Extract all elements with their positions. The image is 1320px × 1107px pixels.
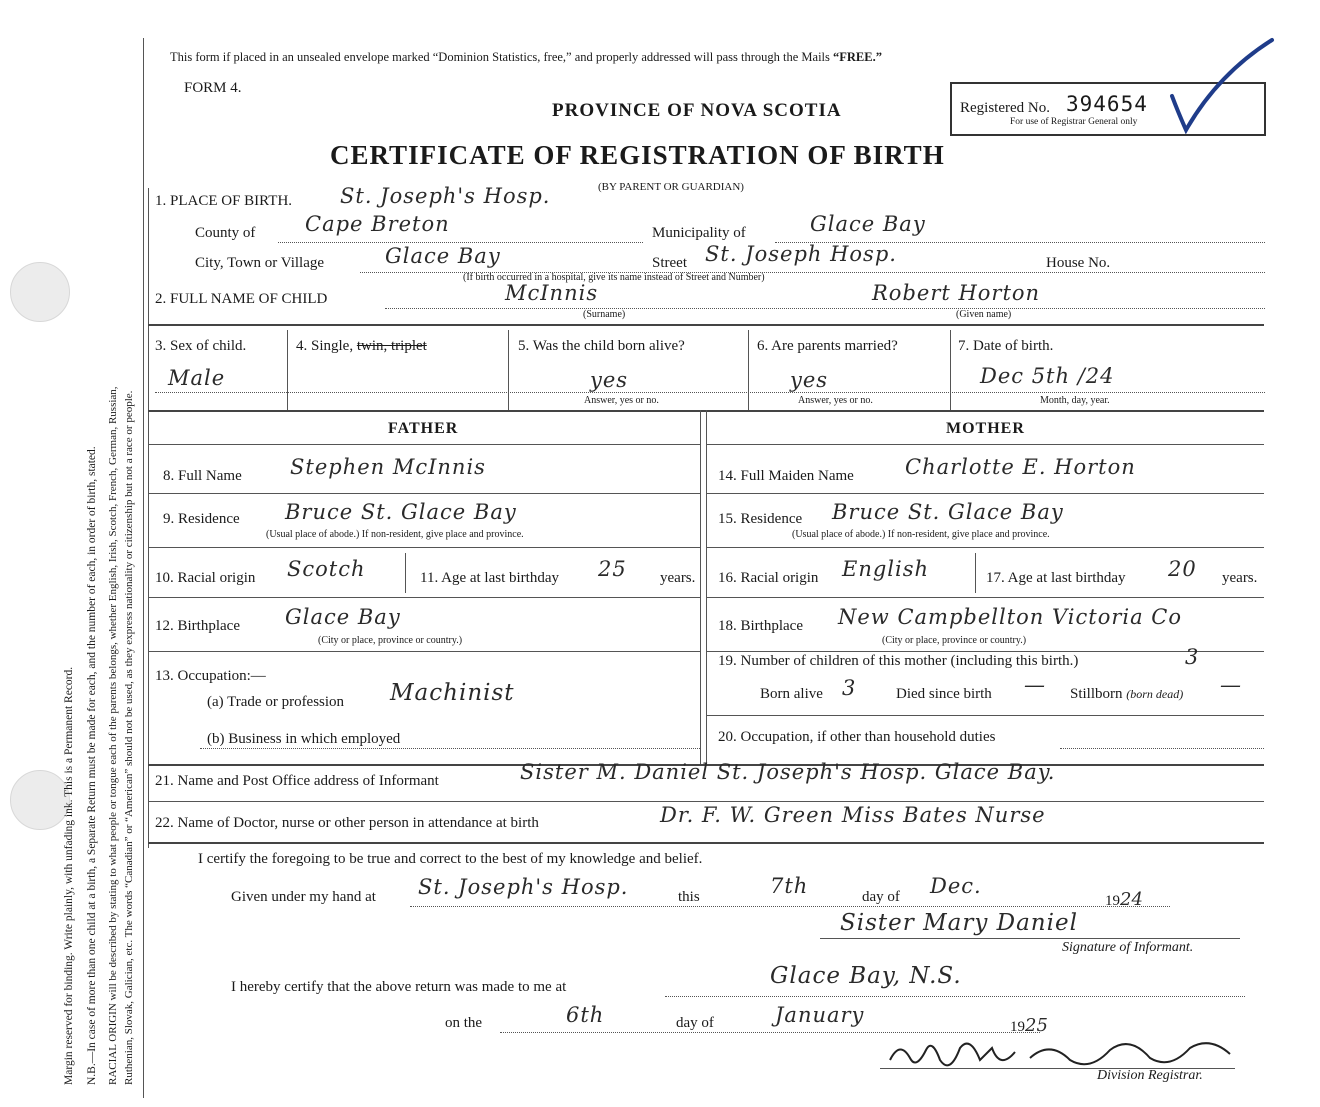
died-since-birth-label: Died since birth: [896, 686, 992, 702]
binding-hole-top: [10, 262, 70, 322]
stillborn-label: Stillborn (born dead): [1070, 686, 1184, 702]
registered-label: Registered No.: [960, 100, 1050, 116]
street-label: Street: [652, 255, 687, 271]
occupation-label: 13. Occupation:—: [155, 668, 266, 684]
row-19-rule-right: [706, 715, 1264, 716]
row-3-divider-4: [950, 330, 951, 410]
margin-note-multiple-births: N.B.—In case of more than one child at a birth, a Separate Return must be made for each, and the number of each, in order of birth, stated.: [86, 446, 98, 1085]
on-the-label: on the: [445, 1015, 483, 1031]
municipality-value: Glace Bay: [810, 212, 926, 236]
born-alive-value: yes: [590, 368, 629, 392]
margin-note-permanent: Margin reserved for binding. Write plainly, with unfading ink. This is a Permanent Record.: [63, 666, 75, 1085]
father-birthplace-label: 12. Birthplace: [155, 618, 240, 634]
return-year: 1925: [1010, 1015, 1048, 1036]
given-place-value: St. Joseph's Hosp.: [418, 875, 629, 899]
date-of-birth-value: Dec 5th /24: [980, 364, 1115, 388]
father-age-value: 25: [598, 557, 627, 581]
city-label: City, Town or Village: [195, 255, 325, 271]
mother-age-years: years.: [1222, 570, 1258, 586]
certificate-title: CERTIFICATE OF REGISTRATION OF BIRTH: [330, 140, 945, 170]
row-12-rule-left: [148, 651, 700, 652]
child-name-label: 2. FULL NAME OF CHILD: [155, 291, 328, 307]
row-22-rule: [148, 842, 1264, 844]
mother-race-label: 16. Racial origin: [718, 570, 819, 586]
trade-value: Machinist: [390, 680, 515, 706]
mother-age-value: 20: [1168, 557, 1197, 581]
check-mark-icon: [1168, 34, 1278, 134]
father-birthplace-hint: (City or place, province or country.): [318, 635, 463, 646]
margin-note-racial-origin: RACIAL ORIGIN will be described by stating to what people or tongue each of the parents belongs, whether English, Irish, Scotch, French, German, Russian,: [107, 386, 119, 1085]
child-name-line: [385, 308, 1265, 309]
row-8-rule-left: [148, 493, 700, 494]
mother-birthplace-label: 18. Birthplace: [718, 618, 803, 634]
born-alive-hint: Answer, yes or no.: [584, 395, 659, 406]
row-8-rule-right: [706, 493, 1264, 494]
born-alive-label: 5. Was the child born alive?: [518, 338, 685, 354]
given-day-value: 7th: [770, 874, 809, 898]
municipality-label: Municipality of: [652, 225, 746, 241]
sex-value: Male: [168, 366, 226, 390]
father-heading: FATHER: [388, 420, 459, 437]
born-alive-count-label: Born alive: [760, 686, 823, 702]
mother-residence-value: Bruce St. Glace Bay: [832, 500, 1064, 524]
row-9-rule-left: [148, 547, 700, 548]
street-value: St. Joseph Hosp.: [705, 242, 897, 266]
place-of-birth-value: St. Joseph's Hosp.: [340, 184, 551, 208]
province-heading: PROVINCE OF NOVA SCOTIA: [552, 100, 842, 121]
row-3-divider-2: [508, 330, 509, 410]
sex-label: 3. Sex of child.: [155, 338, 247, 354]
parents-heading-rule-left: [148, 444, 700, 445]
mail-notice: This form if placed in an unsealed envelope marked “Dominion Statistics, free,” and properly addressed will pass through the Mails “FREE.”: [170, 50, 882, 64]
return-day-of-label: day of: [676, 1015, 714, 1031]
father-race-label: 10. Racial origin: [155, 570, 256, 586]
registrar-note: For use of Registrar General only: [1010, 117, 1138, 127]
row-10-rule-left: [148, 597, 700, 598]
center-divider-right: [706, 410, 707, 765]
form-left-border: [143, 38, 144, 1098]
given-name-label: (Given name): [956, 309, 1012, 320]
father-name-label: 8. Full Name: [163, 468, 242, 484]
parents-married-value: yes: [790, 368, 829, 392]
parents-heading-rule-right: [706, 444, 1264, 445]
return-month-value: January: [775, 1003, 865, 1027]
parents-married-label: 6. Are parents married?: [757, 338, 898, 354]
child-surname-value: McInnis: [505, 281, 599, 305]
row-12-rule-right: [706, 651, 1264, 652]
given-year: 1924: [1105, 889, 1143, 910]
return-made-label: I hereby certify that the above return was made to me at: [231, 979, 567, 995]
father-race-value: Scotch: [287, 557, 366, 581]
mother-name-value: Charlotte E. Horton: [905, 455, 1136, 479]
this-label: this: [678, 889, 700, 905]
father-birthplace-value: Glace Bay: [285, 605, 401, 629]
center-divider-left: [700, 410, 701, 765]
informant-value: Sister M. Daniel St. Joseph's Hosp. Glace Bay.: [520, 760, 1056, 784]
date-of-birth-hint: Month, day, year.: [1040, 395, 1110, 406]
row-21-rule: [148, 801, 1264, 802]
doctor-label: 22. Name of Doctor, nurse or other person in attendance at birth: [155, 815, 539, 831]
born-alive-count-value: 3: [842, 676, 857, 700]
children-count-label: 19. Number of children of this mother (including this birth.): [718, 653, 1079, 669]
certify-statement: I certify the foregoing to be true and correct to the best of my knowledge and belief.: [198, 851, 703, 867]
row-9-rule-right: [706, 547, 1264, 548]
row-3-top-rule: [148, 324, 1264, 326]
father-residence-label: 9. Residence: [163, 511, 240, 527]
mother-residence-hint: (Usual place of abode.) If non-resident, give place and province.: [792, 529, 1050, 540]
parents-married-hint: Answer, yes or no.: [798, 395, 873, 406]
return-year-value: 25: [1025, 1015, 1048, 1036]
mother-race-value: English: [842, 557, 930, 581]
stillborn-value: —: [1220, 673, 1242, 697]
return-day-value: 6th: [566, 1003, 605, 1027]
given-month-value: Dec.: [930, 874, 982, 898]
row-3-divider-1: [287, 330, 288, 410]
died-since-birth-value: —: [1024, 673, 1046, 697]
city-value: Glace Bay: [385, 244, 501, 268]
mother-age-label: 17. Age at last birthday: [986, 570, 1126, 586]
single-label: 4. Single, twin, triplet: [296, 338, 427, 354]
mother-name-label: 14. Full Maiden Name: [718, 468, 854, 484]
informant-signature-label: Signature of Informant.: [1062, 940, 1194, 955]
informant-label: 21. Name and Post Office address of Informant: [155, 773, 439, 789]
hospital-note: (If birth occurred in a hospital, give its name instead of Street and Number): [463, 272, 765, 283]
division-registrar-label: Division Registrar.: [1097, 1068, 1203, 1083]
mother-occupation-line: [1060, 748, 1264, 749]
father-age-years: years.: [660, 570, 696, 586]
county-label: County of: [195, 225, 256, 241]
father-residence-hint: (Usual place of abode.) If non-resident, give place and province.: [266, 529, 524, 540]
mother-birthplace-value: New Campbellton Victoria Co: [838, 605, 1182, 629]
return-place-value: Glace Bay, N.S.: [770, 963, 962, 989]
surname-label: (Surname): [583, 309, 626, 320]
mother-residence-label: 15. Residence: [718, 511, 803, 527]
children-count-value: 3: [1185, 645, 1200, 669]
form-left-border-inner: [148, 188, 149, 848]
binding-hole-bottom: [10, 770, 70, 830]
row-10-divider-left: [405, 553, 406, 593]
mother-birthplace-hint: (City or place, province or country.): [882, 635, 1027, 646]
father-age-label: 11. Age at last birthday: [420, 570, 559, 586]
place-of-birth-label: 1. PLACE OF BIRTH.: [155, 193, 293, 209]
county-value: Cape Breton: [305, 212, 450, 236]
registered-number: 394654: [1066, 92, 1148, 116]
county-line: [278, 242, 643, 243]
informant-signature-line: [820, 938, 1240, 939]
given-line: [410, 906, 1170, 907]
certificate-subtitle: (BY PARENT OR GUARDIAN): [598, 181, 744, 193]
mother-occupation-label: 20. Occupation, if other than household duties: [718, 729, 996, 745]
house-number-label: House No.: [1046, 255, 1111, 271]
date-of-birth-label: 7. Date of birth.: [958, 338, 1054, 354]
father-residence-value: Bruce St. Glace Bay: [285, 500, 517, 524]
mother-heading: MOTHER: [946, 420, 1025, 437]
doctor-value: Dr. F. W. Green Miss Bates Nurse: [660, 803, 1046, 827]
given-year-value: 24: [1120, 889, 1143, 910]
father-name-value: Stephen McInnis: [290, 455, 486, 479]
form-number: FORM 4.: [184, 80, 242, 96]
business-label: (b) Business in which employed: [207, 731, 401, 747]
day-of-label: day of: [862, 889, 900, 905]
row-3-divider-3: [748, 330, 749, 410]
trade-label: (a) Trade or profession: [207, 694, 345, 710]
return-place-line: [665, 996, 1245, 997]
business-line: [200, 748, 700, 749]
row-3-answer-line: [155, 392, 1265, 393]
given-under-hand-label: Given under my hand at: [231, 889, 376, 905]
row-10-divider-right: [975, 553, 976, 593]
margin-note-racial-origin-cont: Ruthenian, Slovak, Galician, etc. The words “Canadian” or “American” should not be used, as they express nationality or citizenship but not a race or people.: [123, 390, 135, 1085]
child-given-value: Robert Horton: [872, 281, 1041, 305]
informant-signature: Sister Mary Daniel: [840, 910, 1078, 936]
row-10-rule-right: [706, 597, 1264, 598]
